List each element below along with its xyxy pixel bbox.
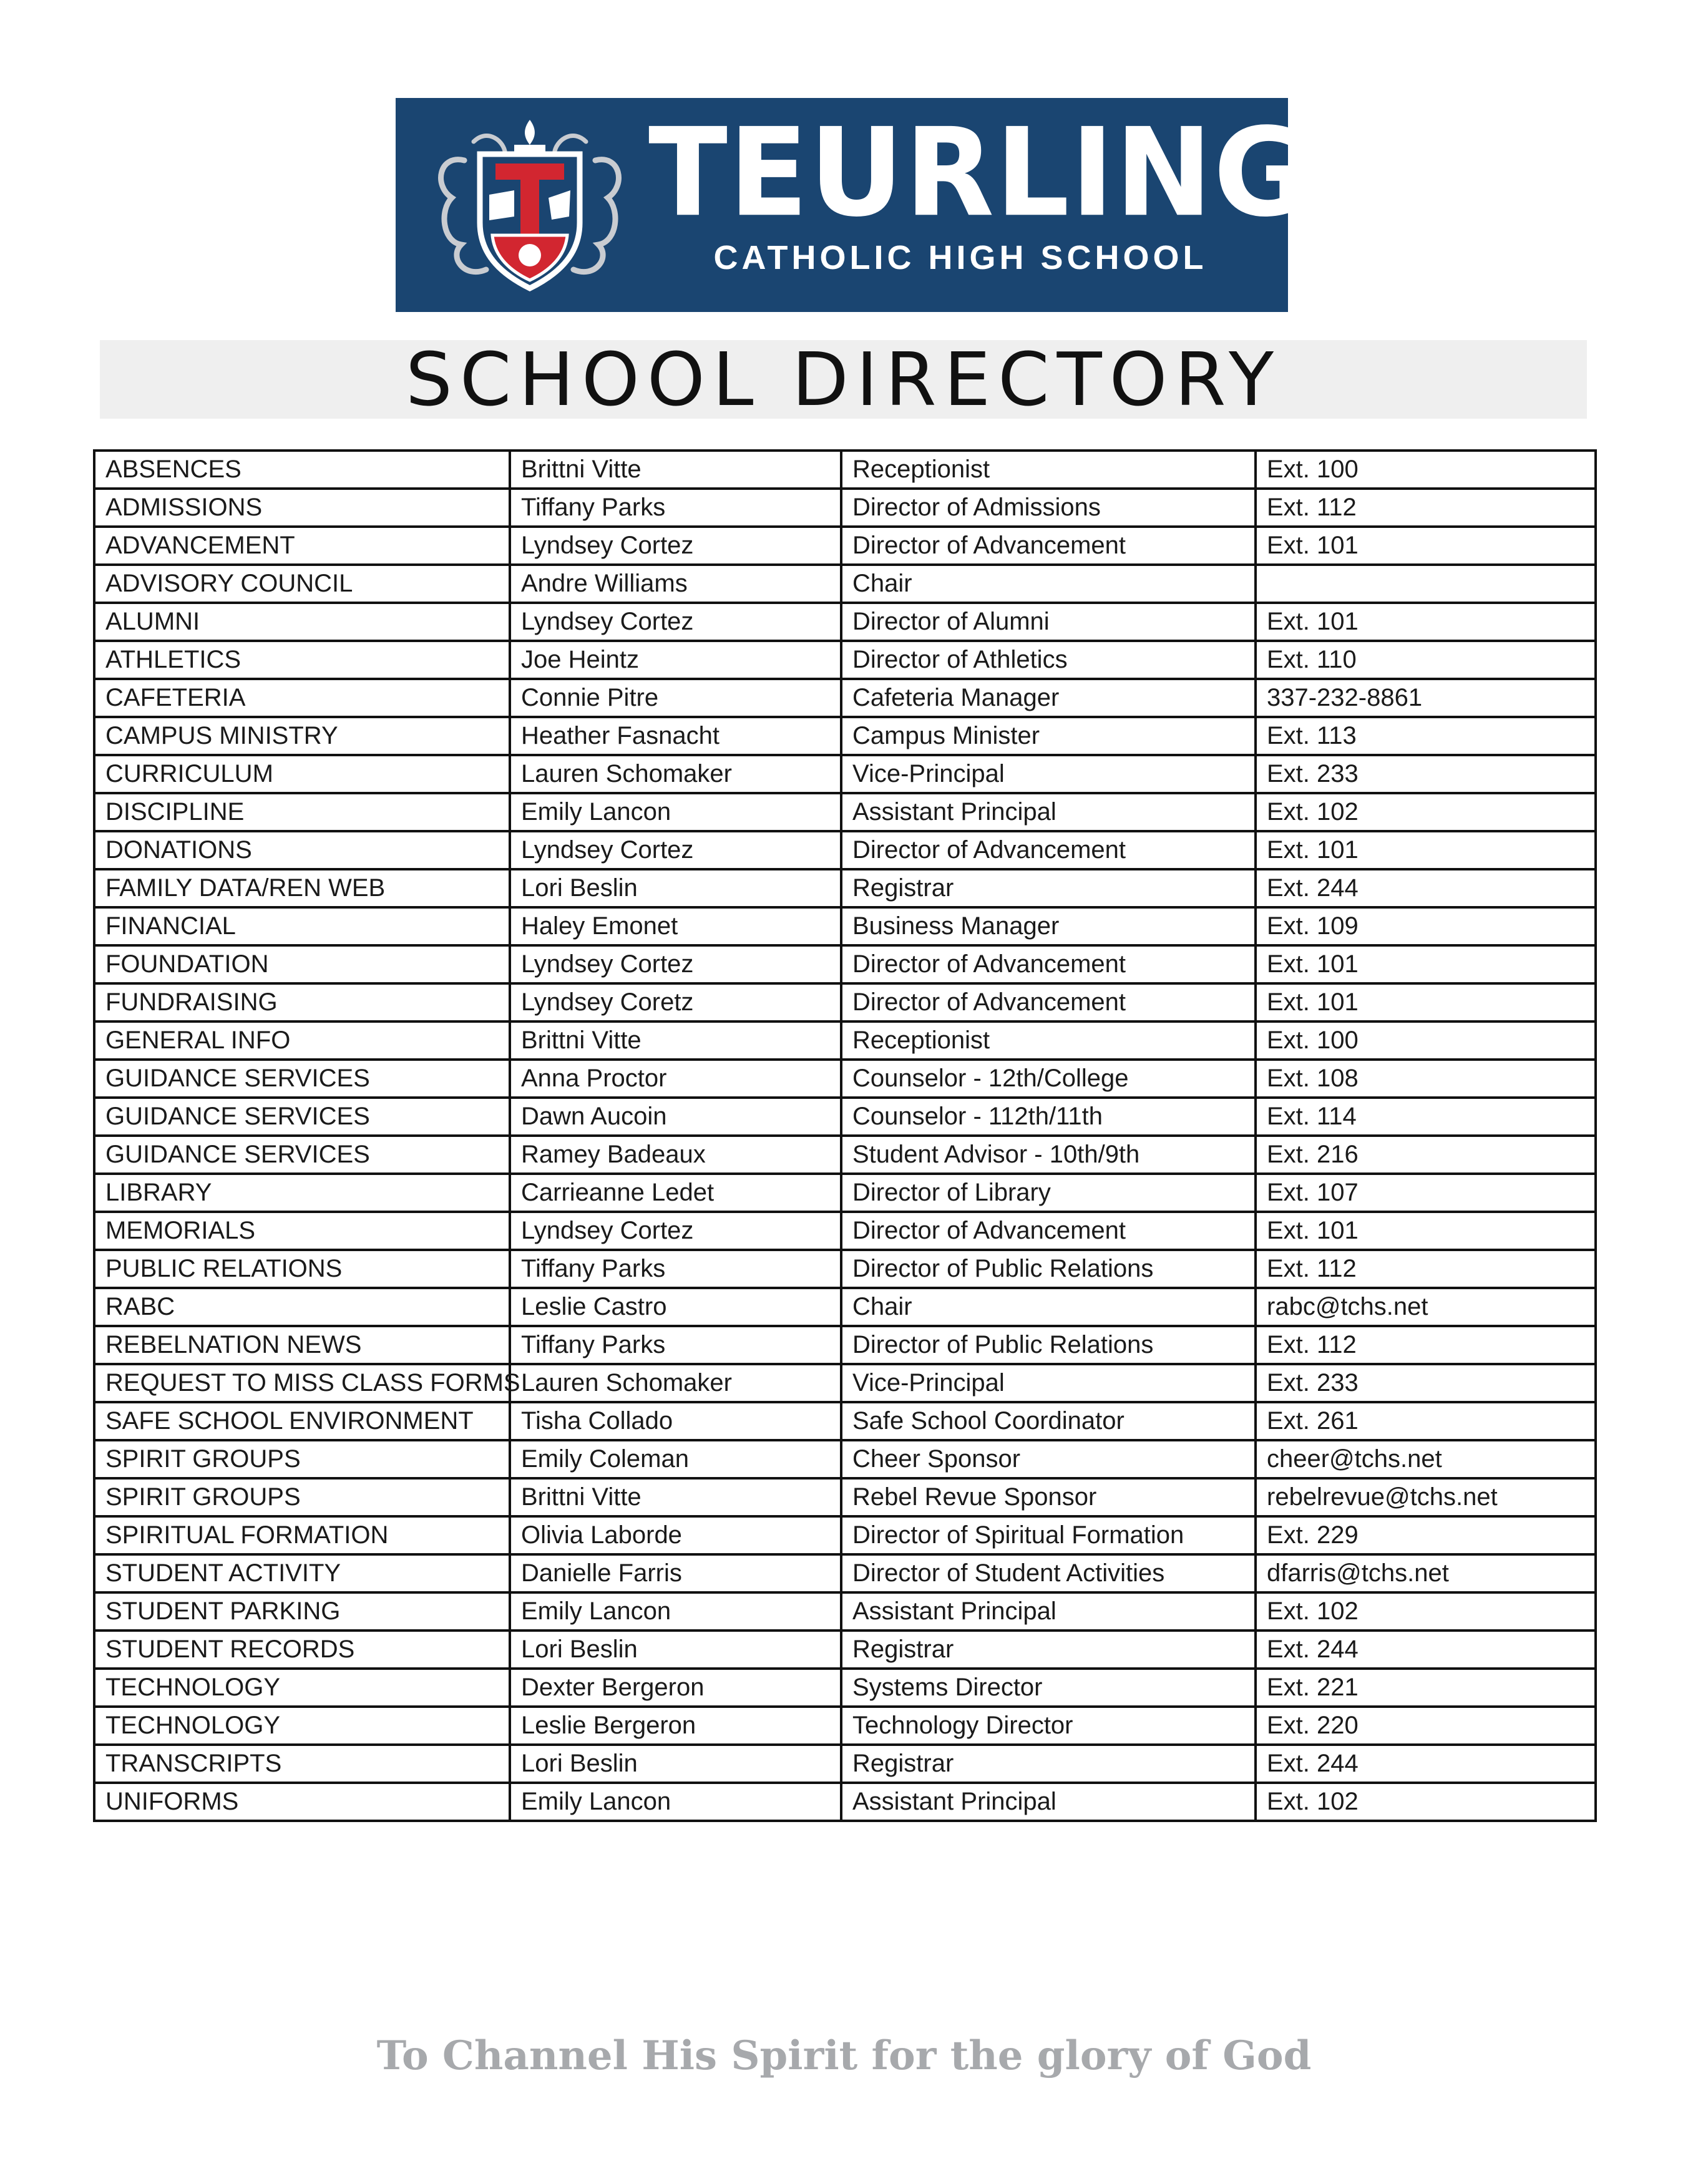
name-cell: Lori Beslin	[510, 1631, 841, 1669]
name-cell: Dexter Bergeron	[510, 1669, 841, 1707]
table-row	[94, 717, 1596, 755]
department-cell: PUBLIC RELATIONS	[94, 1250, 510, 1288]
table-row	[94, 565, 1596, 603]
contact-cell: Ext. 233	[1256, 755, 1596, 793]
department-cell: FOUNDATION	[94, 945, 510, 983]
role-cell: Vice-Principal	[841, 755, 1256, 793]
contact-cell: Ext. 101	[1256, 527, 1596, 565]
department-cell: FAMILY DATA/REN WEB	[94, 869, 510, 907]
role-cell: Registrar	[841, 1631, 1256, 1669]
contact-cell: Ext. 102	[1256, 1783, 1596, 1821]
name-cell: Lori Beslin	[510, 869, 841, 907]
role-cell: Chair	[841, 1288, 1256, 1326]
directory-body	[94, 451, 1596, 1821]
name-cell: Connie Pitre	[510, 679, 841, 717]
contact-cell: Ext. 100	[1256, 1021, 1596, 1060]
name-cell: Emily Coleman	[510, 1440, 841, 1478]
name-cell: Leslie Bergeron	[510, 1707, 841, 1745]
contact-cell: dfarris@tchs.net	[1256, 1554, 1596, 1592]
table-row	[94, 1707, 1596, 1745]
role-cell: Receptionist	[841, 451, 1256, 489]
name-cell: Olivia Laborde	[510, 1516, 841, 1554]
table-row	[94, 1669, 1596, 1707]
role-cell: Counselor - 12th/College	[841, 1060, 1256, 1098]
department-cell: SPIRIT GROUPS	[94, 1440, 510, 1478]
name-cell: Lori Beslin	[510, 1745, 841, 1783]
department-cell: REQUEST TO MISS CLASS FORMS	[94, 1364, 510, 1402]
contact-cell: Ext. 221	[1256, 1669, 1596, 1707]
department-cell: GENERAL INFO	[94, 1021, 510, 1060]
name-cell: Dawn Aucoin	[510, 1098, 841, 1136]
school-subtitle: CATHOLIC HIGH SCHOOL	[713, 239, 1207, 276]
contact-cell: Ext. 101	[1256, 831, 1596, 869]
name-cell: Lyndsey Cortez	[510, 527, 841, 565]
contact-cell: Ext. 109	[1256, 907, 1596, 945]
contact-cell: Ext. 100	[1256, 451, 1596, 489]
table-row	[94, 641, 1596, 679]
table-row	[94, 1098, 1596, 1136]
name-cell: Joe Heintz	[510, 641, 841, 679]
department-cell: GUIDANCE SERVICES	[94, 1136, 510, 1174]
role-cell: Director of Library	[841, 1174, 1256, 1212]
role-cell: Registrar	[841, 1745, 1256, 1783]
department-cell: MEMORIALS	[94, 1212, 510, 1250]
role-cell: Director of Athletics	[841, 641, 1256, 679]
role-cell: Assistant Principal	[841, 1783, 1256, 1821]
table-row	[94, 1745, 1596, 1783]
contact-cell: rabc@tchs.net	[1256, 1288, 1596, 1326]
contact-cell: Ext. 112	[1256, 1326, 1596, 1364]
table-row	[94, 603, 1596, 641]
contact-cell: Ext. 102	[1256, 793, 1596, 831]
table-row	[94, 1516, 1596, 1554]
department-cell: SAFE SCHOOL ENVIRONMENT	[94, 1402, 510, 1440]
role-cell: Director of Spiritual Formation	[841, 1516, 1256, 1554]
table-row	[94, 869, 1596, 907]
name-cell: Emily Lancon	[510, 1783, 841, 1821]
role-cell: Business Manager	[841, 907, 1256, 945]
role-cell: Director of Admissions	[841, 489, 1256, 527]
department-cell: GUIDANCE SERVICES	[94, 1060, 510, 1098]
department-cell: STUDENT ACTIVITY	[94, 1554, 510, 1592]
contact-cell: Ext. 112	[1256, 1250, 1596, 1288]
contact-cell: Ext. 101	[1256, 603, 1596, 641]
department-cell: TECHNOLOGY	[94, 1707, 510, 1745]
department-cell: FUNDRAISING	[94, 983, 510, 1021]
role-cell: Counselor - 112th/11th	[841, 1098, 1256, 1136]
contact-cell: Ext. 261	[1256, 1402, 1596, 1440]
department-cell: RABC	[94, 1288, 510, 1326]
contact-cell: Ext. 101	[1256, 983, 1596, 1021]
table-row	[94, 1212, 1596, 1250]
role-cell: Systems Director	[841, 1669, 1256, 1707]
role-cell: Receptionist	[841, 1021, 1256, 1060]
department-cell: CURRICULUM	[94, 755, 510, 793]
role-cell: Director of Advancement	[841, 983, 1256, 1021]
table-row	[94, 1364, 1596, 1402]
department-cell: ABSENCES	[94, 451, 510, 489]
table-row	[94, 1288, 1596, 1326]
role-cell: Technology Director	[841, 1707, 1256, 1745]
name-cell: Ramey Badeaux	[510, 1136, 841, 1174]
name-cell: Brittni Vitte	[510, 1021, 841, 1060]
department-cell: CAMPUS MINISTRY	[94, 717, 510, 755]
name-cell: Emily Lancon	[510, 1592, 841, 1631]
department-cell: DONATIONS	[94, 831, 510, 869]
contact-cell: Ext. 114	[1256, 1098, 1596, 1136]
contact-cell: Ext. 107	[1256, 1174, 1596, 1212]
name-cell: Heather Fasnacht	[510, 717, 841, 755]
contact-cell: Ext. 112	[1256, 489, 1596, 527]
role-cell: Assistant Principal	[841, 793, 1256, 831]
role-cell: Director of Advancement	[841, 1212, 1256, 1250]
name-cell: Lyndsey Cortez	[510, 1212, 841, 1250]
contact-cell: Ext. 233	[1256, 1364, 1596, 1402]
department-cell: STUDENT PARKING	[94, 1592, 510, 1631]
role-cell: Chair	[841, 565, 1256, 603]
role-cell: Safe School Coordinator	[841, 1402, 1256, 1440]
department-cell: STUDENT RECORDS	[94, 1631, 510, 1669]
table-row	[94, 1783, 1596, 1821]
name-cell: Andre Williams	[510, 565, 841, 603]
school-name: TEURLINGS	[648, 101, 1395, 244]
department-cell: TRANSCRIPTS	[94, 1745, 510, 1783]
table-row	[94, 793, 1596, 831]
table-row	[94, 1174, 1596, 1212]
name-cell: Danielle Farris	[510, 1554, 841, 1592]
department-cell: GUIDANCE SERVICES	[94, 1098, 510, 1136]
contact-cell: Ext. 244	[1256, 1631, 1596, 1669]
table-row	[94, 1554, 1596, 1592]
name-cell: Lyndsey Cortez	[510, 603, 841, 641]
table-row	[94, 679, 1596, 717]
role-cell: Director of Public Relations	[841, 1250, 1256, 1288]
department-cell: TECHNOLOGY	[94, 1669, 510, 1707]
table-row	[94, 1631, 1596, 1669]
contact-cell: Ext. 220	[1256, 1707, 1596, 1745]
table-row	[94, 831, 1596, 869]
school-motto: To Channel His Spirit for the glory of God	[376, 2032, 1312, 2079]
contact-cell: Ext. 113	[1256, 717, 1596, 755]
role-cell: Student Advisor - 10th/9th	[841, 1136, 1256, 1174]
contact-cell: Ext. 216	[1256, 1136, 1596, 1174]
table-row	[94, 1136, 1596, 1174]
table-row	[94, 1326, 1596, 1364]
contact-cell: Ext. 102	[1256, 1592, 1596, 1631]
table-row	[94, 1478, 1596, 1516]
department-cell: ADVISORY COUNCIL	[94, 565, 510, 603]
name-cell: Carrieanne Ledet	[510, 1174, 841, 1212]
name-cell: Lauren Schomaker	[510, 755, 841, 793]
table-row	[94, 1021, 1596, 1060]
name-cell: Tiffany Parks	[510, 489, 841, 527]
contact-cell: Ext. 101	[1256, 945, 1596, 983]
role-cell: Director of Advancement	[841, 527, 1256, 565]
table-row	[94, 907, 1596, 945]
department-cell: LIBRARY	[94, 1174, 510, 1212]
table-row	[94, 451, 1596, 489]
role-cell: Director of Alumni	[841, 603, 1256, 641]
contact-cell: Ext. 110	[1256, 641, 1596, 679]
contact-cell: Ext. 101	[1256, 1212, 1596, 1250]
department-cell: CAFETERIA	[94, 679, 510, 717]
name-cell: Lyndsey Coretz	[510, 983, 841, 1021]
brand-block	[648, 101, 1395, 276]
department-cell: ATHLETICS	[94, 641, 510, 679]
contact-cell	[1256, 565, 1596, 603]
role-cell: Cheer Sponsor	[841, 1440, 1256, 1478]
contact-cell: Ext. 108	[1256, 1060, 1596, 1098]
name-cell: Lauren Schomaker	[510, 1364, 841, 1402]
table-row	[94, 489, 1596, 527]
role-cell: Assistant Principal	[841, 1592, 1256, 1631]
contact-cell: rebelrevue@tchs.net	[1256, 1478, 1596, 1516]
table-row	[94, 527, 1596, 565]
name-cell: Emily Lancon	[510, 793, 841, 831]
name-cell: Leslie Castro	[510, 1288, 841, 1326]
title-bar	[100, 336, 1587, 422]
directory-table	[93, 449, 1597, 1822]
table-row	[94, 755, 1596, 793]
role-cell: Registrar	[841, 869, 1256, 907]
name-cell: Brittni Vitte	[510, 1478, 841, 1516]
department-cell: ADMISSIONS	[94, 489, 510, 527]
table-row	[94, 945, 1596, 983]
page-title: SCHOOL DIRECTORY	[405, 336, 1282, 422]
school-banner	[396, 98, 1395, 312]
school-crest-logo	[427, 117, 633, 298]
name-cell: Haley Emonet	[510, 907, 841, 945]
department-cell: SPIRIT GROUPS	[94, 1478, 510, 1516]
table-row	[94, 1592, 1596, 1631]
role-cell: Director of Advancement	[841, 831, 1256, 869]
department-cell: FINANCIAL	[94, 907, 510, 945]
contact-cell: Ext. 244	[1256, 1745, 1596, 1783]
department-cell: UNIFORMS	[94, 1783, 510, 1821]
department-cell: ADVANCEMENT	[94, 527, 510, 565]
department-cell: ALUMNI	[94, 603, 510, 641]
table-row	[94, 1440, 1596, 1478]
department-cell: SPIRITUAL FORMATION	[94, 1516, 510, 1554]
table-row	[94, 1250, 1596, 1288]
name-cell: Tisha Collado	[510, 1402, 841, 1440]
role-cell: Director of Advancement	[841, 945, 1256, 983]
role-cell: Campus Minister	[841, 717, 1256, 755]
contact-cell: 337-232-8861	[1256, 679, 1596, 717]
role-cell: Director of Student Activities	[841, 1554, 1256, 1592]
department-cell: REBELNATION NEWS	[94, 1326, 510, 1364]
table-row	[94, 983, 1596, 1021]
role-cell: Director of Public Relations	[841, 1326, 1256, 1364]
name-cell: Tiffany Parks	[510, 1250, 841, 1288]
name-cell: Lyndsey Cortez	[510, 831, 841, 869]
contact-cell: Ext. 244	[1256, 869, 1596, 907]
name-cell: Tiffany Parks	[510, 1326, 841, 1364]
name-cell: Lyndsey Cortez	[510, 945, 841, 983]
role-cell: Cafeteria Manager	[841, 679, 1256, 717]
table-row	[94, 1402, 1596, 1440]
table-row	[94, 1060, 1596, 1098]
department-cell: DISCIPLINE	[94, 793, 510, 831]
name-cell: Anna Proctor	[510, 1060, 841, 1098]
role-cell: Vice-Principal	[841, 1364, 1256, 1402]
role-cell: Rebel Revue Sponsor	[841, 1478, 1256, 1516]
contact-cell: cheer@tchs.net	[1256, 1440, 1596, 1478]
name-cell: Brittni Vitte	[510, 451, 841, 489]
contact-cell: Ext. 229	[1256, 1516, 1596, 1554]
